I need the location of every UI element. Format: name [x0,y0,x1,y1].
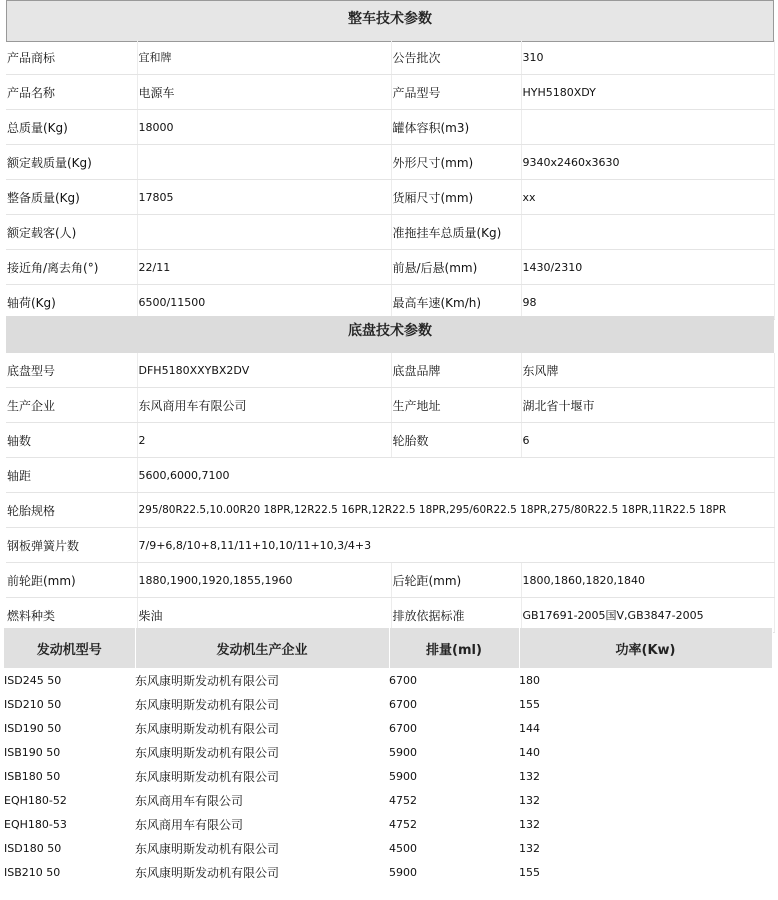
label-cell: 排放依据标准 [391,598,521,633]
label-cell: 额定载客(人) [6,215,137,250]
vehicle-row [6,215,774,250]
chassis-row [6,423,774,458]
value-cell: 东风商用车有限公司 [137,388,391,423]
label-cell: 产品名称 [6,75,137,110]
table-row [4,836,772,860]
label-cell: 整备质量(Kg) [6,180,137,215]
label-cell: 前悬/后悬(mm) [391,250,521,285]
engine-model-cell: ISB210 50 [4,865,61,879]
value-cell: 电源车 [137,75,391,110]
value-cell: GB17691-2005国Ⅴ,GB3847-2005 [521,598,774,633]
chassis-params-table [6,353,775,633]
value-cell: 1880,1900,1920,1855,1960 [137,563,391,598]
engine-model-cell: ISD210 50 [4,697,62,711]
label-cell: 底盘型号 [6,353,137,388]
engine-displacement-cell: 4500 [389,841,417,855]
label-cell: 接近角/离去角(°) [6,250,137,285]
engine-displacement-cell: 6700 [389,673,417,687]
engine-table [4,628,773,884]
engine-power-cell: 155 [519,697,540,711]
table-row [4,788,772,812]
value-cell: 5600,6000,7100 [137,458,774,493]
chassis-row-wheelbase [6,458,774,493]
label-cell: 货厢尺寸(mm) [391,180,521,215]
value-cell: 295/80R22.5,10.00R20 18PR,12R22.5 16PR,12R22.5 18PR,295/60R22.5 18PR,275/80R22.5 18PR,11R22.5 18PR [137,493,774,528]
label-cell: 轮胎规格 [6,493,137,528]
engine-displacement-header: 排量(ml) [389,628,519,668]
chassis-row-springs [6,528,774,563]
value-cell: 1800,1860,1820,1840 [521,563,774,598]
value-cell: 6500/11500 [137,285,391,320]
engine-header-row [4,628,772,668]
engine-power-cell: 132 [519,841,540,855]
label-cell: 底盘品牌 [391,353,521,388]
value-cell [137,145,391,180]
value-cell: 柴油 [137,598,391,633]
value-cell: HYH5180XDY [521,75,774,110]
engine-displacement-cell: 6700 [389,721,417,735]
vehicle-params-table [6,40,775,320]
engine-maker-cell: 东风康明斯发动机有限公司 [135,865,280,880]
value-cell: 7/9+6,8/10+8,11/11+10,10/11+10,3/4+3 [137,528,774,563]
vehicle-row [6,145,774,180]
engine-displacement-cell: 5900 [389,865,417,879]
value-cell: 6 [521,423,774,458]
label-cell: 生产企业 [6,388,137,423]
engine-displacement-cell: 4752 [389,817,417,831]
chassis-row [6,388,774,423]
chassis-params-title: 底盘技术参数 [6,316,774,353]
label-cell: 轴距 [6,458,137,493]
label-cell: 轴荷(Kg) [6,285,137,320]
engine-displacement-cell: 6700 [389,697,417,711]
engine-power-cell: 155 [519,865,540,879]
vehicle-params-title: 整车技术参数 [6,0,774,42]
engine-displacement-cell: 5900 [389,769,417,783]
chassis-row-track [6,563,774,598]
engine-maker-cell: 东风康明斯发动机有限公司 [135,841,280,856]
engine-model-cell: ISD180 50 [4,841,62,855]
table-row [4,860,772,884]
vehicle-row [6,180,774,215]
value-cell: 98 [521,285,774,320]
label-cell: 产品商标 [6,40,137,75]
engine-power-cell: 180 [519,673,540,687]
engine-model-cell: EQH180-52 [4,793,67,807]
value-cell: xx [521,180,774,215]
label-cell: 额定载质量(Kg) [6,145,137,180]
table-row [4,812,772,836]
engine-displacement-cell: 4752 [389,793,417,807]
engine-model-cell: ISB190 50 [4,745,61,759]
table-row [4,764,772,788]
vehicle-row [6,75,774,110]
engine-maker-cell: 东风康明斯发动机有限公司 [135,769,280,784]
value-cell: 17805 [137,180,391,215]
table-row [4,692,772,716]
label-cell: 轴数 [6,423,137,458]
value-cell: 东风牌 [521,353,774,388]
value-cell: DFH5180XXYBX2DV [137,353,391,388]
engine-maker-cell: 东风商用车有限公司 [135,817,244,832]
engine-maker-cell: 东风康明斯发动机有限公司 [135,745,280,760]
value-cell: 9340x2460x3630 [521,145,774,180]
label-cell: 总质量(Kg) [6,110,137,145]
label-cell: 钢板弹簧片数 [6,528,137,563]
value-cell: 1430/2310 [521,250,774,285]
table-row [4,668,772,692]
value-cell [137,215,391,250]
value-cell: 2 [137,423,391,458]
engine-model-header: 发动机型号 [4,628,135,668]
table-row [4,740,772,764]
engine-power-cell: 140 [519,745,540,759]
engine-model-cell: ISD190 50 [4,721,62,735]
engine-maker-cell: 东风康明斯发动机有限公司 [135,673,280,688]
engine-power-cell: 132 [519,769,540,783]
chassis-row-tires [6,493,774,528]
value-cell [521,110,774,145]
value-cell: 310 [521,40,774,75]
value-cell: 湖北省十堰市 [521,388,774,423]
engine-power-header: 功率(Kw) [519,628,772,668]
engine-power-cell: 132 [519,817,540,831]
label-cell: 产品型号 [391,75,521,110]
label-cell: 罐体容积(m3) [391,110,521,145]
value-cell [521,215,774,250]
label-cell: 生产地址 [391,388,521,423]
vehicle-row [6,285,774,320]
label-cell: 外形尺寸(mm) [391,145,521,180]
engine-power-cell: 144 [519,721,540,735]
engine-model-cell: ISB180 50 [4,769,61,783]
chassis-row [6,353,774,388]
value-cell: 22/11 [137,250,391,285]
value-cell: 宜和牌 [137,40,391,75]
value-cell: 18000 [137,110,391,145]
vehicle-row [6,40,774,75]
label-cell: 前轮距(mm) [6,563,137,598]
vehicle-row [6,110,774,145]
label-cell: 公告批次 [391,40,521,75]
label-cell: 燃料种类 [6,598,137,633]
engine-power-cell: 132 [519,793,540,807]
engine-maker-cell: 东风康明斯发动机有限公司 [135,697,280,712]
label-cell: 后轮距(mm) [391,563,521,598]
label-cell: 轮胎数 [391,423,521,458]
engine-displacement-cell: 5900 [389,745,417,759]
engine-maker-cell: 东风商用车有限公司 [135,793,244,808]
engine-maker-header: 发动机生产企业 [135,628,389,668]
vehicle-row [6,250,774,285]
table-row [4,716,772,740]
label-cell: 最高车速(Km/h) [391,285,521,320]
engine-model-cell: ISD245 50 [4,673,62,687]
label-cell: 准拖挂车总质量(Kg) [391,215,521,250]
engine-maker-cell: 东风康明斯发动机有限公司 [135,721,280,736]
engine-model-cell: EQH180-53 [4,817,67,831]
